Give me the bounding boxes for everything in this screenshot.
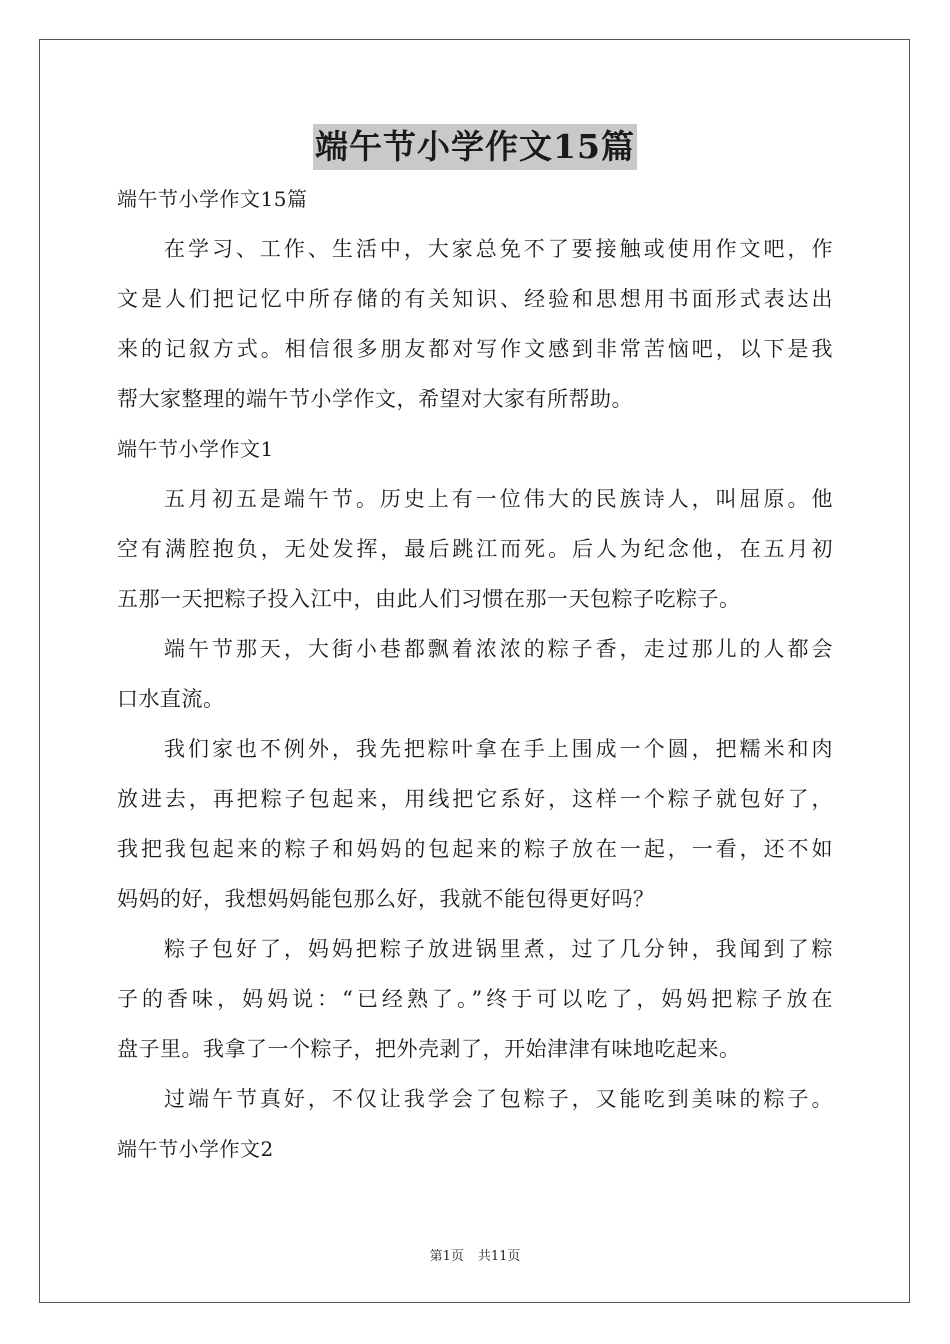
body-line: 来的记叙方式。相信很多朋友都对写作文感到非常苦恼吧，以下是我 [117, 337, 833, 361]
body-line: 我把我包起来的粽子和妈妈的包起来的粽子放在一起，一看，还不如 [117, 837, 833, 861]
body-line: 在学习、工作、生活中，大家总免不了要接触或使用作文吧，作 [164, 237, 833, 261]
body-line: 子的香味，妈妈说：“已经熟了。”终于可以吃了，妈妈把粽子放在 [117, 987, 833, 1011]
body-line: 帮大家整理的端午节小学作文，希望对大家有所帮助。 [117, 387, 633, 411]
body-line: 端午节那天，大街小巷都飘着浓浓的粽子香，走过那儿的人都会 [164, 637, 833, 661]
body-line: 口水直流。 [117, 687, 225, 711]
document-title-text: 端午节小学作文15篇 [313, 124, 637, 170]
body-line: 端午节小学作文1 [117, 437, 274, 461]
page-number: 第1页 [429, 1249, 464, 1264]
body-line: 妈妈的好，我想妈妈能包那么好，我就不能包得更好吗？ [117, 887, 655, 911]
body-line: 盘子里。我拿了一个粽子，把外壳剥了，开始津津有味地吃起来。 [117, 1037, 741, 1061]
body-line: 空有满腔抱负，无处发挥，最后跳江而死。后人为纪念他，在五月初 [117, 537, 833, 561]
body-line: 端午节小学作文15篇 [117, 187, 308, 211]
document-body [117, 174, 833, 1174]
body-line: 五月初五是端午节。历史上有一位伟大的民族诗人，叫屈原。他 [164, 487, 833, 511]
body-line: 端午节小学作文2 [117, 1137, 274, 1161]
page-footer [0, 1248, 950, 1266]
body-line: 五那一天把粽子投入江中，由此人们习惯在那一天包粽子吃粽子。 [117, 587, 741, 611]
body-line: 我们家也不例外，我先把粽叶拿在手上围成一个圆，把糯米和肉 [164, 737, 833, 761]
document-title [0, 124, 950, 170]
body-line: 过端午节真好，不仅让我学会了包粽子，又能吃到美味的粽子。 [164, 1087, 833, 1111]
body-line: 放进去，再把粽子包起来，用线把它系好，这样一个粽子就包好了， [117, 787, 833, 811]
body-line: 文是人们把记忆中所存储的有关知识、经验和思想用书面形式表达出 [117, 287, 833, 311]
body-line: 粽子包好了，妈妈把粽子放进锅里煮，过了几分钟，我闻到了粽 [164, 937, 833, 961]
page-total: 共11页 [477, 1249, 521, 1264]
